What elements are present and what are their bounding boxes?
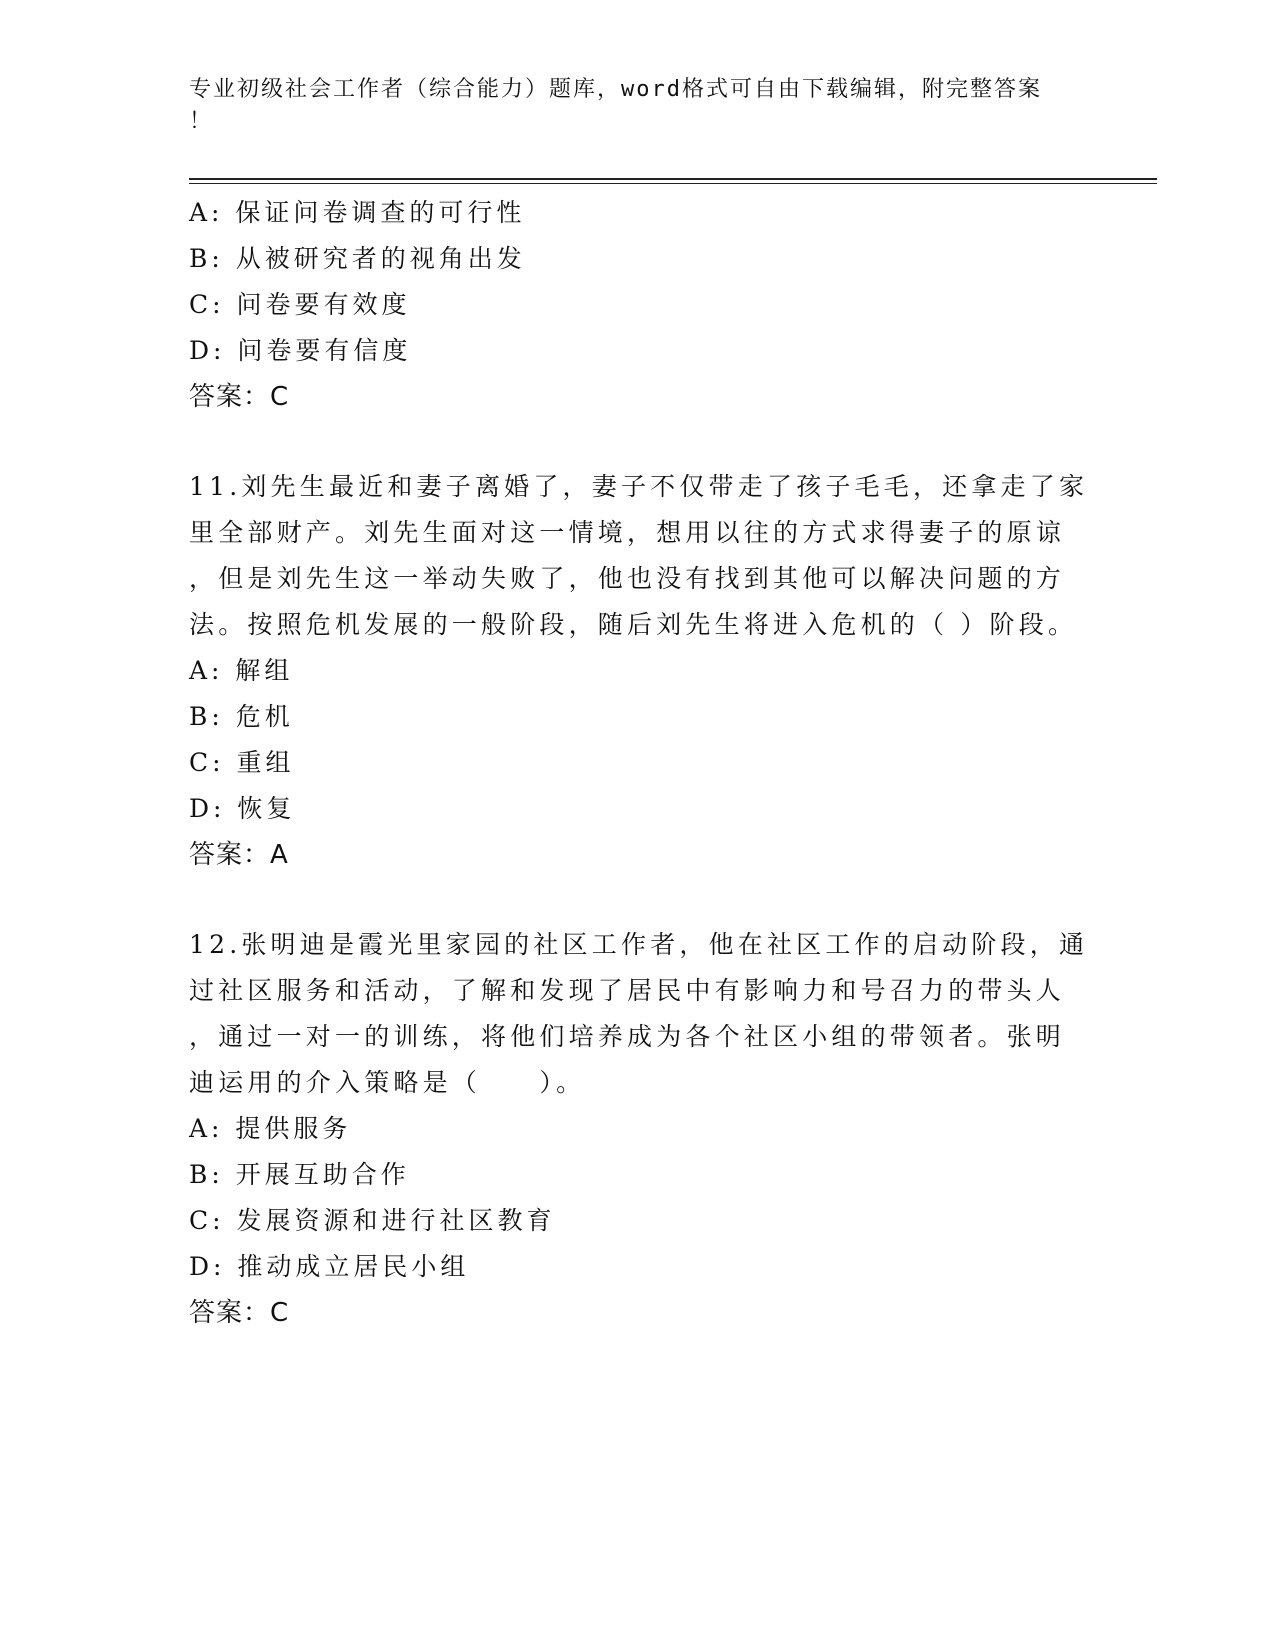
option-c: C: 问卷要有效度 bbox=[189, 290, 411, 319]
answer: 答案：C bbox=[189, 382, 290, 412]
option-d: D: 恢复 bbox=[189, 794, 296, 823]
header-divider-thin bbox=[189, 183, 1157, 184]
option-c: C: 重组 bbox=[189, 748, 295, 777]
document-header bbox=[189, 74, 1069, 138]
option-c: C: 发展资源和进行社区教育 bbox=[189, 1206, 556, 1235]
question-line: 12.张明迪是霞光里家园的社区工作者，他在社区工作的启动阶段，通 bbox=[189, 930, 1089, 959]
option-a: A: 提供服务 bbox=[189, 1114, 352, 1143]
question-text bbox=[189, 922, 1089, 1106]
question-10 bbox=[189, 190, 1089, 420]
option-d: D: 推动成立居民小组 bbox=[189, 1252, 470, 1281]
option-b: B: 开展互助合作 bbox=[189, 1160, 410, 1189]
question-line: ，通过一对一的训练，将他们培养成为各个社区小组的带领者。张明 bbox=[189, 1022, 1066, 1051]
question-12 bbox=[189, 922, 1089, 1336]
question-line: 11.刘先生最近和妻子离婚了，妻子不仅带走了孩子毛毛，还拿走了家 bbox=[189, 472, 1089, 501]
question-11 bbox=[189, 464, 1089, 878]
option-a: A: 解组 bbox=[189, 656, 294, 685]
header-title-line-2: ！ bbox=[189, 109, 214, 134]
option-a: A: 保证问卷调查的可行性 bbox=[189, 198, 526, 227]
option-b: B: 从被研究者的视角出发 bbox=[189, 244, 526, 273]
question-line: 里全部财产。刘先生面对这一情境，想用以往的方式求得妻子的原谅 bbox=[189, 518, 1066, 547]
question-line: 过社区服务和活动，了解和发现了居民中有影响力和号召力的带头人 bbox=[189, 976, 1066, 1005]
answer: 答案：C bbox=[189, 1298, 290, 1328]
question-line: 法。按照危机发展的一般阶段，随后刘先生将进入危机的（ ）阶段。 bbox=[189, 610, 1078, 639]
header-title-line-1: 专业初级社会工作者（综合能力）题库，word格式可自由下载编辑，附完整答案 bbox=[189, 77, 1042, 102]
answer: 答案：A bbox=[189, 840, 289, 870]
question-text bbox=[189, 464, 1089, 648]
header-divider-thick bbox=[189, 178, 1157, 180]
question-line: 迪运用的介入策略是（ ）。 bbox=[189, 1068, 586, 1097]
question-line: ，但是刘先生这一举动失败了，他也没有找到其他可以解决问题的方 bbox=[189, 564, 1066, 593]
option-d: D: 问卷要有信度 bbox=[189, 336, 412, 365]
question-content bbox=[189, 190, 1089, 1336]
option-b: B: 危机 bbox=[189, 702, 294, 731]
